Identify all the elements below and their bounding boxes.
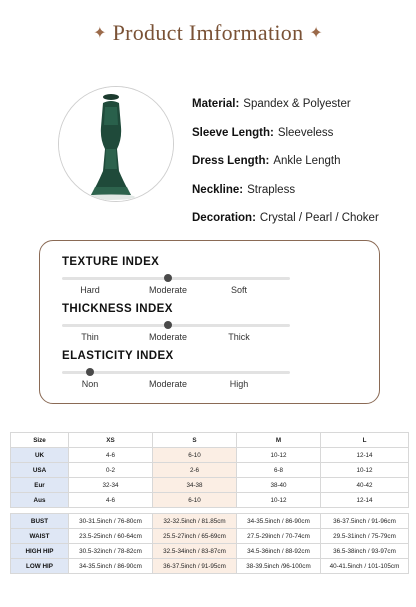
index-level-label: Moderate — [148, 379, 188, 389]
dress-illustration — [59, 87, 174, 202]
table-cell: 38-40 — [237, 478, 321, 493]
spec-neckline: Neckline: Strapless — [192, 183, 296, 196]
table-row — [11, 478, 409, 493]
table-cell: 32-32.5inch / 81.85cm — [153, 514, 237, 529]
table-header-cell: S — [153, 433, 237, 448]
index-level-label: Non — [81, 379, 99, 389]
table-cell: 29.5-31inch / 75-79cm — [321, 529, 409, 544]
elasticity-index — [62, 350, 332, 389]
index-level-label: Thick — [228, 332, 250, 342]
table-row-label: Aus — [11, 493, 69, 508]
index-marker — [164, 321, 172, 329]
table-header-row — [11, 433, 409, 448]
table-row-label: WAIST — [11, 529, 69, 544]
table-row — [11, 514, 409, 529]
index-marker — [86, 368, 94, 376]
table-cell: 34-35.5inch / 86-90cm — [69, 559, 153, 574]
spec-dress-length: Dress Length: Ankle Length — [192, 155, 341, 167]
index-level-label: Hard — [80, 285, 100, 295]
table-cell: 12-14 — [321, 493, 409, 508]
index-title: TEXTURE INDEX — [62, 256, 160, 268]
index-level-label: Moderate — [148, 332, 188, 342]
table-cell: 6-8 — [237, 463, 321, 478]
table-cell: 0-2 — [69, 463, 153, 478]
product-image — [58, 86, 174, 202]
table-row — [11, 559, 409, 574]
table-cell: 6-10 — [153, 493, 237, 508]
table-row — [11, 463, 409, 478]
table-cell: 34.5-36inch / 88-92cm — [237, 544, 321, 559]
table-cell: 36-37.5inch / 91-95cm — [153, 559, 237, 574]
table-row-label: HIGH HIP — [11, 544, 69, 559]
table-row — [11, 493, 409, 508]
table-cell: 25.5-27inch / 65-69cm — [153, 529, 237, 544]
sparkle-icon: ✦ — [309, 25, 323, 42]
spec-material: Material: Spandex & Polyester — [192, 98, 351, 110]
table-cell: 40-42 — [321, 478, 409, 493]
texture-index — [62, 256, 332, 295]
table-header-cell: XS — [69, 433, 153, 448]
index-title: ELASTICITY INDEX — [62, 350, 174, 362]
table-cell: 30-31.5inch / 76-80cm — [69, 514, 153, 529]
table-cell: 10-12 — [237, 493, 321, 508]
table-row-label: Eur — [11, 478, 69, 493]
table-cell: 34-38 — [153, 478, 237, 493]
table-row — [11, 448, 409, 463]
table-row-label: BUST — [11, 514, 69, 529]
table-header-cell: L — [321, 433, 409, 448]
index-level-label: Thin — [81, 332, 99, 342]
spec-sleeve-length: Sleeve Length: Sleeveless — [192, 126, 334, 139]
table-cell: 4-6 — [69, 493, 153, 508]
index-track — [62, 371, 290, 374]
table-cell: 23.5-25inch / 60-64cm — [69, 529, 153, 544]
table-cell: 32.5-34inch / 83-87cm — [153, 544, 237, 559]
table-cell: 34-35.5inch / 86-90cm — [237, 514, 321, 529]
sparkle-icon: ✦ — [93, 25, 107, 42]
table-cell: 12-14 — [321, 448, 409, 463]
table-cell: 36-37.5inch / 91-96cm — [321, 514, 409, 529]
index-level-label: High — [229, 379, 249, 389]
table-cell: 4-6 — [69, 448, 153, 463]
index-level-label: Moderate — [148, 285, 188, 295]
table-cell: 10-12 — [237, 448, 321, 463]
table-row-label: LOW HIP — [11, 559, 69, 574]
table-cell: 38-39.5inch /96-100cm — [237, 559, 321, 574]
table-header-cell: M — [237, 433, 321, 448]
table-cell: 27.5-29inch / 70-74cm — [237, 529, 321, 544]
table-row — [11, 529, 409, 544]
index-marker — [164, 274, 172, 282]
spec-decoration: Decoration: Crystal / Pearl / Choker — [192, 212, 379, 224]
table-header-cell: Size — [11, 433, 69, 448]
table-row-label: USA — [11, 463, 69, 478]
index-level-label: Soft — [230, 285, 248, 295]
size-chart — [10, 432, 408, 574]
index-track — [62, 324, 290, 327]
section-title — [0, 20, 416, 46]
table-cell: 10-12 — [321, 463, 409, 478]
table-row — [11, 544, 409, 559]
table-cell: 6-10 — [153, 448, 237, 463]
table-cell: 30.5-32inch / 78-82cm — [69, 544, 153, 559]
size-table — [10, 432, 409, 574]
table-cell: 40-41.5inch / 101-105cm — [321, 559, 409, 574]
table-cell: 32-34 — [69, 478, 153, 493]
table-row-label: UK — [11, 448, 69, 463]
page-title: Product Imformation — [112, 20, 304, 45]
table-cell: 36.5-38inch / 93-97cm — [321, 544, 409, 559]
product-specs — [192, 98, 412, 241]
table-cell: 2-6 — [153, 463, 237, 478]
index-track — [62, 277, 290, 280]
thickness-index — [62, 303, 332, 342]
index-title: THICKNESS INDEX — [62, 303, 173, 315]
